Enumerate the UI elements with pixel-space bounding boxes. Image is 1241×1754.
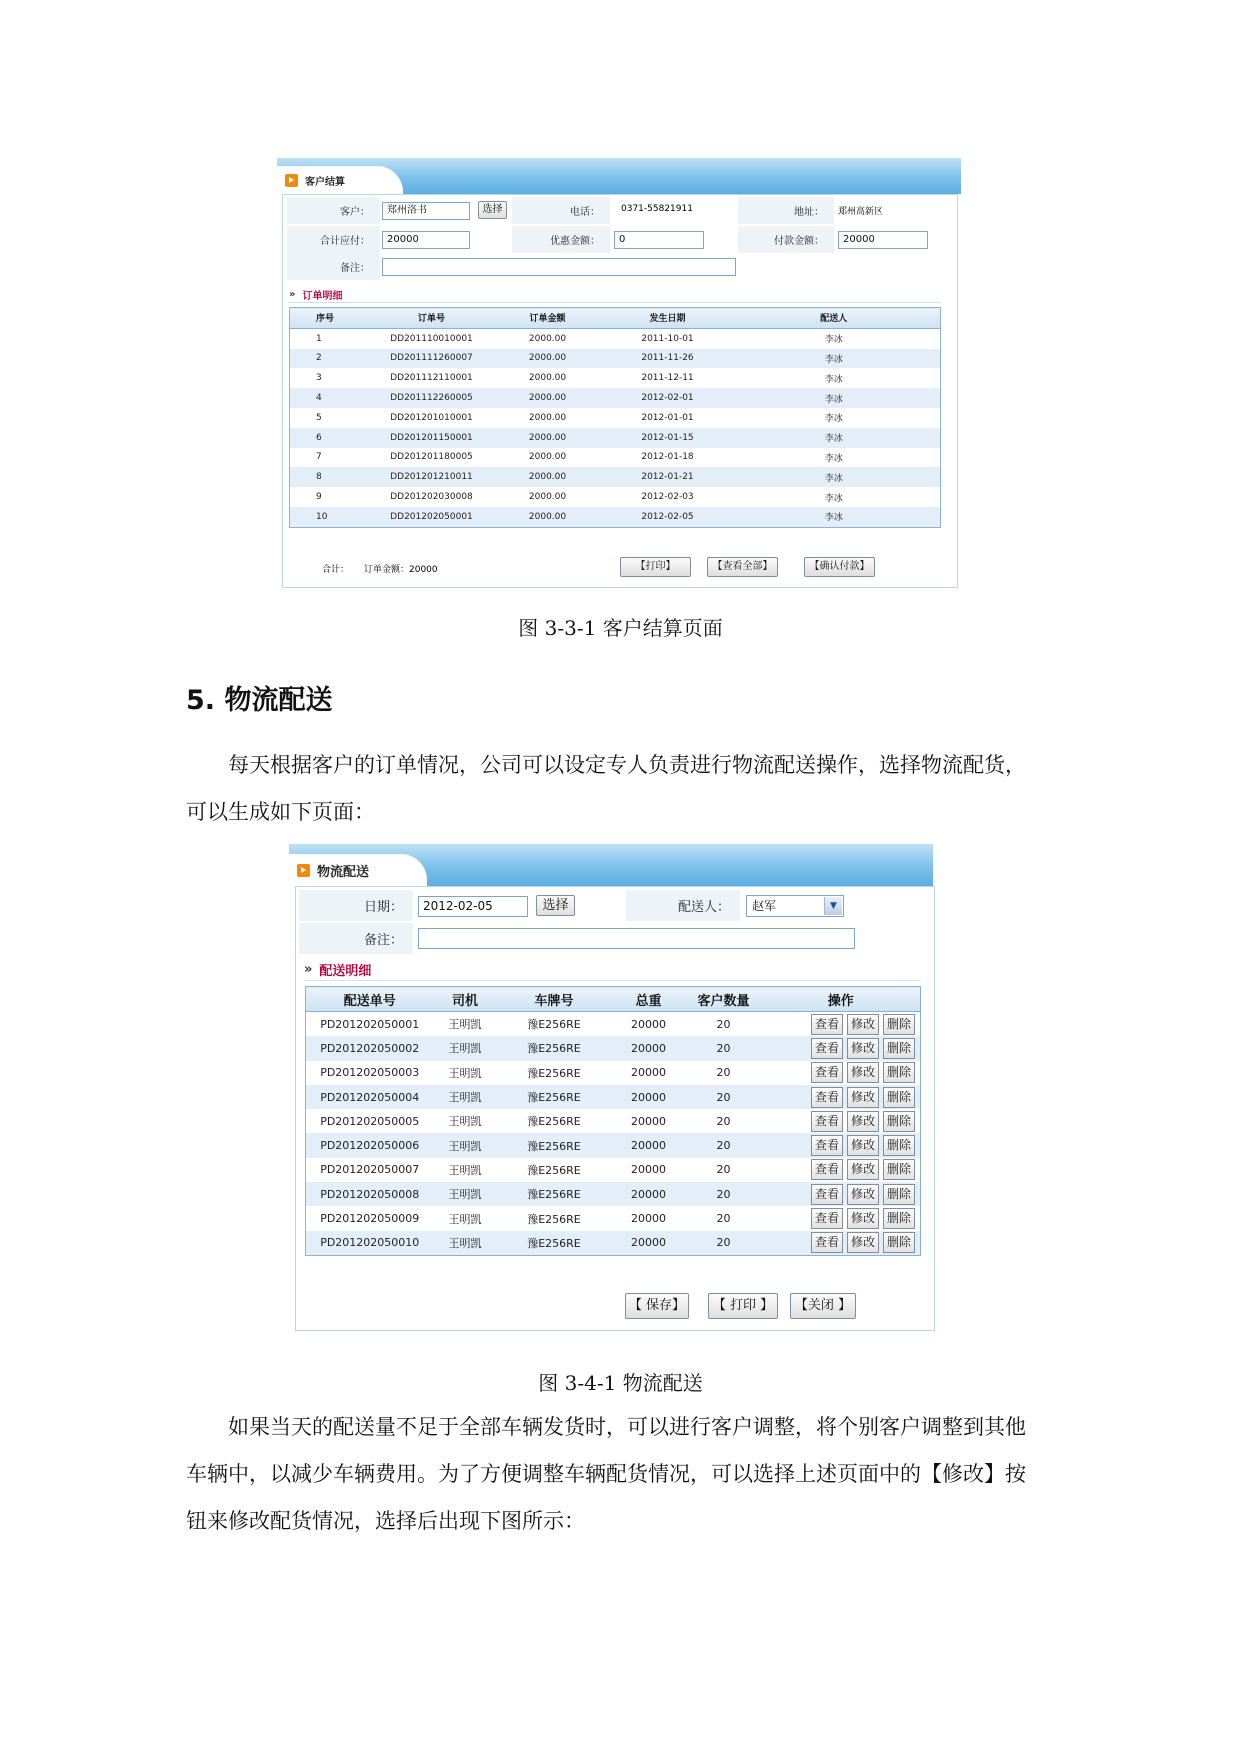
table-row bbox=[290, 328, 941, 348]
table-cell: 李冰 bbox=[728, 428, 941, 448]
table-cell: 20000 bbox=[612, 1085, 686, 1109]
table-cell: 20 bbox=[686, 1036, 762, 1060]
view-button[interactable]: 查看 bbox=[811, 1184, 843, 1205]
table-cell: 2012-02-05 bbox=[608, 507, 728, 527]
figure-caption-2: 图 3-4-1 物流配送 bbox=[538, 1371, 703, 1395]
table-cell: 20000 bbox=[631, 1114, 666, 1128]
operation-cell bbox=[762, 1182, 921, 1206]
edit-button[interactable]: 修改 bbox=[847, 1159, 879, 1180]
table-cell: 豫E256RE bbox=[527, 1115, 581, 1129]
table-row bbox=[306, 1182, 921, 1206]
table-cell: PD201202050003 bbox=[320, 1066, 420, 1080]
section-divider bbox=[289, 302, 941, 303]
edit-button[interactable]: 修改 bbox=[847, 1038, 879, 1059]
table-header-row bbox=[290, 308, 941, 329]
edit-button[interactable]: 修改 bbox=[847, 1135, 879, 1156]
panel-header bbox=[289, 844, 933, 886]
table-cell: 2012-02-01 bbox=[608, 388, 728, 408]
delete-button[interactable]: 删除 bbox=[883, 1111, 915, 1132]
edit-button[interactable]: 修改 bbox=[847, 1184, 879, 1205]
table-cell: 2000.00 bbox=[528, 333, 567, 344]
delete-button[interactable]: 删除 bbox=[883, 1159, 915, 1180]
table-cell: PD201202050001 bbox=[320, 1017, 420, 1031]
table-cell: 2011-12-11 bbox=[641, 373, 694, 384]
table-cell: 李冰 bbox=[824, 493, 843, 504]
panel-tab bbox=[289, 854, 427, 886]
remark-input[interactable] bbox=[418, 928, 855, 949]
table-cell: 8 bbox=[290, 467, 376, 487]
date-input[interactable]: 2012-02-05 bbox=[418, 896, 528, 917]
table-row bbox=[290, 467, 941, 487]
section-delivery-detail bbox=[304, 960, 371, 979]
table-cell: 李冰 bbox=[824, 453, 843, 464]
table-cell: 2000.00 bbox=[488, 507, 608, 527]
column-header: 发生日期 bbox=[608, 308, 728, 329]
remark-input[interactable] bbox=[382, 258, 736, 276]
view-button[interactable]: 查看 bbox=[811, 1111, 843, 1132]
arrow-icon bbox=[285, 174, 298, 187]
table-cell: 20 bbox=[716, 1066, 731, 1080]
table-cell: 20 bbox=[716, 1017, 731, 1031]
paragraph-2 bbox=[186, 1404, 1054, 1545]
column-header: 配送人 bbox=[728, 308, 941, 329]
panel-title: 客户结算 bbox=[305, 176, 345, 188]
table-row bbox=[306, 1206, 921, 1230]
column-header: 车牌号 bbox=[497, 987, 612, 1012]
section-title: 配送明细 bbox=[319, 964, 372, 979]
paragraph-line: 钮来修改配货情况，选择后出现下图所示： bbox=[186, 1509, 585, 1533]
table-row bbox=[306, 1109, 921, 1133]
select-customer-button[interactable]: 选择 bbox=[478, 201, 507, 219]
table-cell: 20000 bbox=[612, 1182, 686, 1206]
view-button[interactable]: 查看 bbox=[811, 1159, 843, 1180]
total-label: 合计： bbox=[322, 565, 350, 575]
delete-button[interactable]: 删除 bbox=[883, 1232, 915, 1253]
table-cell: 20 bbox=[716, 1163, 731, 1177]
table-cell: 2000.00 bbox=[488, 428, 608, 448]
table-cell: DD201110010001 bbox=[390, 333, 473, 344]
table-cell: 2000.00 bbox=[488, 388, 608, 408]
table-cell: 王明凯 bbox=[448, 1163, 482, 1177]
table-cell: DD201201210011 bbox=[376, 467, 488, 487]
table-cell: 王明凯 bbox=[448, 1212, 482, 1226]
view-button[interactable]: 查看 bbox=[811, 1232, 843, 1253]
table-cell: 10 bbox=[290, 507, 376, 527]
table-cell: PD201202050006 bbox=[306, 1133, 434, 1157]
column-header: 配送单号 bbox=[306, 987, 434, 1012]
delete-button[interactable]: 删除 bbox=[883, 1208, 915, 1229]
table-cell: 4 bbox=[290, 388, 376, 408]
dropdown-arrow-icon[interactable]: ▼ bbox=[824, 897, 842, 915]
delete-button[interactable]: 删除 bbox=[883, 1087, 915, 1108]
table-cell: 20 bbox=[716, 1114, 731, 1128]
paragraph-line: 可以生成如下页面： bbox=[186, 800, 375, 824]
view-all-button[interactable]: 【查看全部】 bbox=[707, 557, 778, 577]
pay-amount-label: 付款金额： bbox=[738, 226, 834, 253]
table-cell: PD201202050009 bbox=[320, 1212, 420, 1226]
table-cell: DD201201010001 bbox=[390, 412, 473, 423]
arrow-icon bbox=[297, 864, 310, 877]
paragraph-line: 每天根据客户的订单情况，公司可以设定专人负责进行物流配送操作，选择物流配货， bbox=[228, 753, 1026, 777]
table-cell: 20 bbox=[716, 1212, 731, 1226]
total-payable-input[interactable]: 20000 bbox=[382, 231, 470, 249]
table-cell: 李冰 bbox=[824, 374, 843, 385]
view-button[interactable]: 查看 bbox=[811, 1062, 843, 1083]
table-row bbox=[306, 1036, 921, 1060]
table-row bbox=[306, 1231, 921, 1256]
operation-cell bbox=[762, 1109, 921, 1133]
table-cell: 豫E256RE bbox=[497, 1085, 612, 1109]
table-cell: 20000 bbox=[612, 1133, 686, 1157]
table-row bbox=[290, 448, 941, 468]
column-header: 订单金额 bbox=[488, 308, 608, 329]
table-cell: 20 bbox=[686, 1085, 762, 1109]
table-cell: PD201202050007 bbox=[320, 1163, 420, 1177]
close-button[interactable]: 【关闭 】 bbox=[790, 1293, 856, 1319]
table-cell: DD201201180005 bbox=[390, 452, 473, 463]
address-label: 地址： bbox=[738, 197, 834, 224]
operation-cell bbox=[762, 1231, 921, 1256]
table-row bbox=[306, 1061, 921, 1085]
double-chevron-icon: » bbox=[304, 962, 313, 977]
edit-button[interactable]: 修改 bbox=[847, 1232, 879, 1253]
table-cell: 李冰 bbox=[728, 467, 941, 487]
table-cell: PD201202050004 bbox=[306, 1085, 434, 1109]
table-cell: 20000 bbox=[612, 1231, 686, 1256]
edit-button[interactable]: 修改 bbox=[847, 1111, 879, 1132]
operation-cell bbox=[762, 1036, 921, 1060]
total-text: 订单金额：20000 bbox=[364, 565, 438, 575]
delete-button[interactable]: 删除 bbox=[883, 1184, 915, 1205]
operation-cell bbox=[762, 1158, 921, 1182]
print-button[interactable]: 【打印】 bbox=[620, 557, 691, 577]
delivery-table bbox=[305, 986, 921, 1256]
table-row bbox=[306, 1085, 921, 1109]
address-value: 郑州高新区 bbox=[838, 207, 884, 217]
view-button[interactable]: 查看 bbox=[811, 1087, 843, 1108]
table-cell: 2012-01-21 bbox=[608, 467, 728, 487]
section-title: 订单明细 bbox=[302, 291, 343, 302]
operation-cell bbox=[762, 1061, 921, 1085]
table-cell: 2000.00 bbox=[528, 452, 567, 463]
column-header: 司机 bbox=[434, 987, 497, 1012]
table-cell: DD201202050001 bbox=[376, 507, 488, 527]
table-cell: 20000 bbox=[631, 1163, 666, 1177]
table-cell: 2000.00 bbox=[488, 467, 608, 487]
table-cell: 20 bbox=[686, 1231, 762, 1256]
table-cell: 2012-01-15 bbox=[608, 428, 728, 448]
table-cell: 豫E256RE bbox=[527, 1018, 581, 1032]
save-button[interactable]: 【 保存】 bbox=[625, 1293, 689, 1319]
table-cell: 2012-01-01 bbox=[641, 412, 694, 423]
phone-value: 0371-55821911 bbox=[621, 204, 693, 214]
table-cell: 豫E256RE bbox=[497, 1231, 612, 1256]
view-button[interactable]: 查看 bbox=[811, 1014, 843, 1035]
table-row bbox=[290, 487, 941, 507]
double-chevron-icon: » bbox=[289, 289, 296, 300]
view-button[interactable]: 查看 bbox=[811, 1135, 843, 1156]
table-cell: 2000.00 bbox=[528, 373, 567, 384]
table-cell: 王明凯 bbox=[434, 1085, 497, 1109]
table-cell: DD201202030008 bbox=[390, 492, 473, 503]
table-cell: 5 bbox=[316, 412, 322, 423]
table-cell: 王明凯 bbox=[434, 1182, 497, 1206]
phone-label: 电话： bbox=[512, 197, 610, 224]
table-cell: 20 bbox=[686, 1182, 762, 1206]
table-row bbox=[290, 388, 941, 408]
remark-label: 备注： bbox=[287, 253, 380, 280]
table-cell: 李冰 bbox=[728, 349, 941, 369]
table-cell: 6 bbox=[290, 428, 376, 448]
table-cell: 王明凯 bbox=[448, 1018, 482, 1032]
table-row bbox=[290, 507, 941, 527]
print-button[interactable]: 【 打印 】 bbox=[708, 1293, 778, 1319]
column-header: 序号 bbox=[290, 308, 376, 329]
table-cell: 20 bbox=[686, 1133, 762, 1157]
delete-button[interactable]: 删除 bbox=[883, 1038, 915, 1059]
delete-button[interactable]: 删除 bbox=[883, 1135, 915, 1156]
pay-amount-input[interactable]: 20000 bbox=[838, 231, 928, 249]
table-cell: 豫E256RE bbox=[497, 1182, 612, 1206]
edit-button[interactable]: 修改 bbox=[847, 1087, 879, 1108]
table-cell: PD201202050010 bbox=[306, 1231, 434, 1256]
total-payable-label: 合计应付： bbox=[287, 226, 380, 253]
remark-label: 备注： bbox=[299, 923, 413, 954]
column-header: 操作 bbox=[762, 987, 921, 1012]
delete-button[interactable]: 删除 bbox=[883, 1014, 915, 1035]
table-cell: 2011-10-01 bbox=[641, 333, 694, 344]
table-cell: 王明凯 bbox=[434, 1133, 497, 1157]
table-row bbox=[290, 428, 941, 448]
column-header: 客户数量 bbox=[686, 987, 762, 1012]
table-cell: 2011-11-26 bbox=[608, 349, 728, 369]
table-cell: 2000.00 bbox=[488, 349, 608, 369]
table-cell: 1 bbox=[316, 333, 322, 344]
operation-cell bbox=[762, 1133, 921, 1157]
table-cell: 20000 bbox=[631, 1212, 666, 1226]
table-cell: DD201112260005 bbox=[376, 388, 488, 408]
table-row bbox=[306, 1133, 921, 1157]
table-cell: 2012-02-03 bbox=[641, 492, 694, 503]
table-cell: 豫E256RE bbox=[527, 1212, 581, 1226]
table-cell: 2012-01-18 bbox=[641, 452, 694, 463]
table-cell: 王明凯 bbox=[434, 1231, 497, 1256]
customer-input[interactable]: 郑州洛书 bbox=[382, 202, 470, 220]
date-label: 日期： bbox=[299, 890, 413, 921]
table-cell: 3 bbox=[316, 373, 322, 384]
view-button[interactable]: 查看 bbox=[811, 1208, 843, 1229]
table-cell: 李冰 bbox=[728, 507, 941, 527]
paragraph-line: 如果当天的配送量不足于全部车辆发货时，可以进行客户调整，将个别客户调整到其他 bbox=[228, 1415, 1026, 1439]
view-button[interactable]: 查看 bbox=[811, 1038, 843, 1059]
discount-label: 优惠金额： bbox=[512, 226, 610, 253]
table-cell: PD201202050008 bbox=[306, 1182, 434, 1206]
courier-selected: 赵军 bbox=[752, 899, 777, 913]
table-header-row bbox=[306, 987, 921, 1012]
table-cell: DD201201150001 bbox=[376, 428, 488, 448]
operation-cell bbox=[762, 1206, 921, 1230]
table-cell: 2000.00 bbox=[528, 492, 567, 503]
order-table bbox=[289, 307, 941, 528]
section-heading: 5. 物流配送 bbox=[186, 685, 333, 716]
table-cell: 李冰 bbox=[728, 388, 941, 408]
section-divider bbox=[304, 980, 921, 981]
table-row bbox=[290, 349, 941, 369]
table-cell: 豫E256RE bbox=[527, 1163, 581, 1177]
table-cell: PD201202050005 bbox=[320, 1114, 420, 1128]
table-cell: 2 bbox=[290, 349, 376, 369]
table-cell: 2000.00 bbox=[528, 412, 567, 423]
table-cell: 豫E256RE bbox=[497, 1133, 612, 1157]
paragraph-line: 车辆中，以减少车辆费用。为了方便调整车辆配货情况，可以选择上述页面中的【修改】按 bbox=[186, 1462, 1026, 1486]
panel-header bbox=[277, 158, 961, 194]
table-cell: 9 bbox=[316, 492, 322, 503]
edit-button[interactable]: 修改 bbox=[847, 1014, 879, 1035]
table-cell: 王明凯 bbox=[448, 1115, 482, 1129]
table-cell: 20000 bbox=[631, 1066, 666, 1080]
delete-button[interactable]: 删除 bbox=[883, 1062, 915, 1083]
panel-tab bbox=[277, 166, 403, 194]
operation-cell bbox=[762, 1085, 921, 1109]
table-cell: DD201111260007 bbox=[376, 349, 488, 369]
table-cell: DD201112110001 bbox=[390, 373, 473, 384]
table-row bbox=[306, 1012, 921, 1037]
table-row bbox=[290, 368, 941, 388]
confirm-pay-button[interactable]: 【确认付款】 bbox=[804, 557, 875, 577]
discount-input[interactable]: 0 bbox=[614, 231, 704, 249]
table-row bbox=[290, 408, 941, 428]
table-cell: 20000 bbox=[612, 1036, 686, 1060]
courier-label: 配送人： bbox=[626, 890, 740, 921]
section-order-detail bbox=[289, 287, 342, 302]
customer-label: 客户： bbox=[287, 197, 380, 224]
panel-title: 物流配送 bbox=[317, 864, 370, 880]
figure-caption-1: 图 3-3-1 客户结算页面 bbox=[518, 616, 723, 640]
table-cell: 王明凯 bbox=[434, 1036, 497, 1060]
table-cell: 李冰 bbox=[824, 414, 843, 425]
table-cell: 王明凯 bbox=[448, 1066, 482, 1080]
select-date-button[interactable]: 选择 bbox=[536, 895, 575, 916]
table-row bbox=[306, 1158, 921, 1182]
table-cell: PD201202050002 bbox=[306, 1036, 434, 1060]
table-cell: 7 bbox=[316, 452, 322, 463]
table-cell: 豫E256RE bbox=[497, 1036, 612, 1060]
table-cell: 豫E256RE bbox=[527, 1066, 581, 1080]
paragraph-1 bbox=[186, 742, 1054, 836]
table-cell: 20000 bbox=[631, 1017, 666, 1031]
edit-button[interactable]: 修改 bbox=[847, 1208, 879, 1229]
edit-button[interactable]: 修改 bbox=[847, 1062, 879, 1083]
column-header: 总重 bbox=[612, 987, 686, 1012]
table-cell: 李冰 bbox=[824, 335, 843, 346]
operation-cell bbox=[762, 1012, 921, 1037]
column-header: 订单号 bbox=[376, 308, 488, 329]
courier-select[interactable] bbox=[746, 895, 844, 917]
